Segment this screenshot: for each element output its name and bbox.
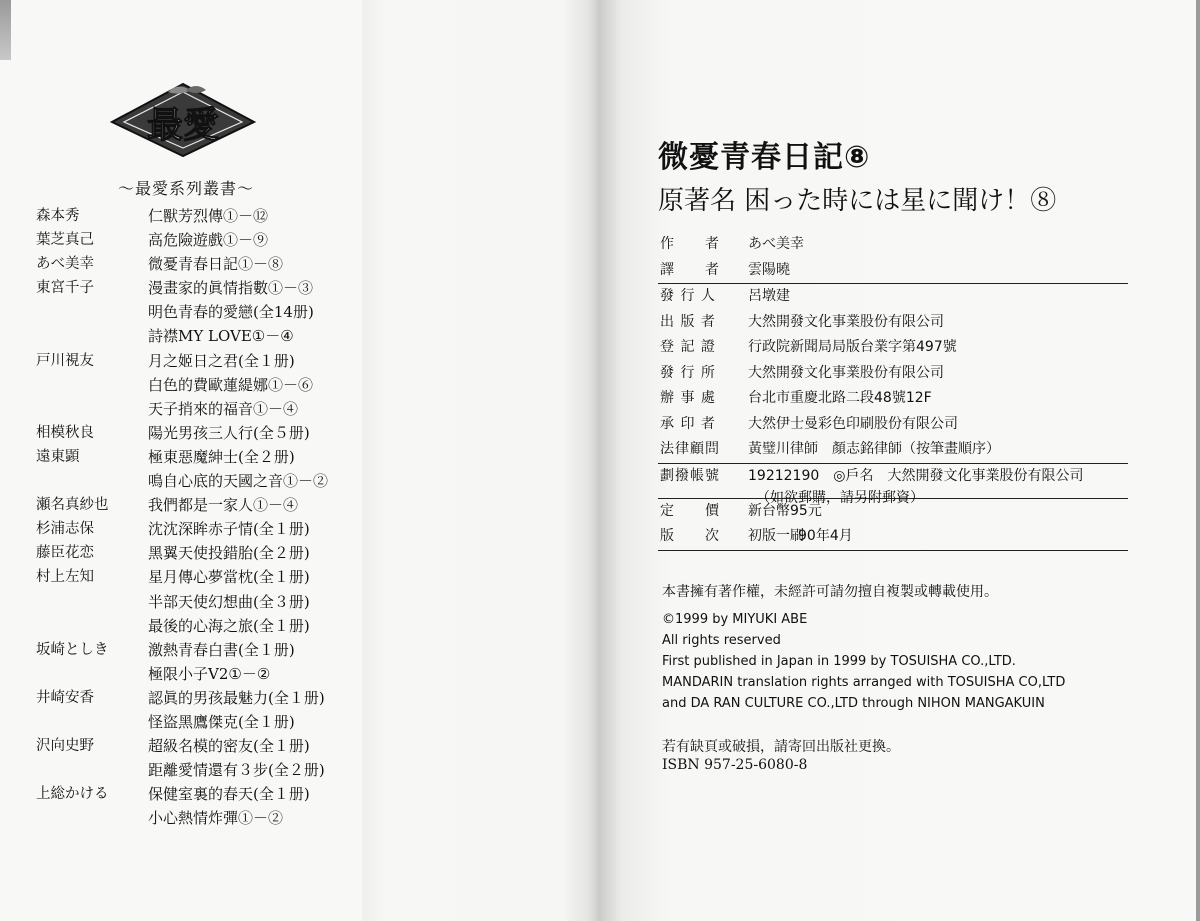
series-title: 微憂青春日記①－⑧: [148, 255, 284, 274]
credit-row: [658, 464, 1128, 506]
credit-subnote: （如欲郵購，請另附郵資）: [756, 489, 924, 506]
series-author: 森本秀: [36, 208, 80, 224]
blank-page: [362, 0, 598, 921]
series-author: 瀬名真紗也: [36, 497, 109, 514]
list-item: [36, 349, 356, 373]
book-title: 微憂青春日記⑧: [658, 140, 871, 175]
list-item: [36, 445, 356, 469]
series-title: 黑翼天使投錯胎(全２册): [148, 544, 310, 563]
credit-row: [658, 386, 1128, 412]
copyright-line: and DA RAN CULTURE CO.,LTD through NIHON MANGAKUIN: [662, 696, 1045, 711]
credit-label: 承 印 者: [660, 415, 716, 432]
credit-row: [658, 437, 1128, 464]
series-author: 葉芝真己: [36, 232, 94, 249]
list-item: [36, 421, 356, 445]
series-title: 高危險遊戲①－⑨: [148, 231, 269, 250]
list-item: [36, 758, 356, 782]
credit-row: [658, 335, 1128, 361]
series-author: 相模秋良: [36, 424, 94, 441]
series-logo: [108, 80, 258, 160]
copyright-block: [662, 582, 1182, 714]
right-page: [598, 0, 1200, 921]
series-author: あべ美幸: [36, 256, 94, 273]
list-item: [36, 565, 356, 589]
list-item: [36, 397, 356, 421]
list-item: [36, 686, 356, 710]
credit-value: 行政院新聞局局版台業字第497號: [748, 339, 957, 355]
credit-label: 發 行 所: [660, 364, 716, 381]
series-title: 陽光男孩三人行(全５册): [148, 423, 310, 442]
isbn: ISBN 957-25-6080-8: [662, 757, 808, 773]
list-item: [36, 541, 356, 565]
credit-row: [658, 284, 1128, 310]
series-list: [36, 204, 356, 830]
series-title: 天子捎來的福音①－④: [148, 399, 299, 418]
credit-label: 版 次: [660, 528, 720, 544]
list-item: [36, 614, 356, 638]
copyright-line: All rights reserved: [662, 633, 781, 648]
list-item: [36, 806, 356, 830]
series-title: 距離愛情還有３步(全２册): [148, 761, 325, 780]
credit-label: 出 版 者: [660, 313, 716, 330]
series-author: 坂崎としき: [36, 641, 109, 658]
list-item: [36, 276, 356, 300]
credit-row: [658, 258, 1128, 285]
series-title: 沈沈深眸赤子情(全１册): [148, 520, 310, 539]
returns-notice: 若有缺頁或破損，請寄回出版社更換。: [662, 739, 900, 755]
list-item: [36, 590, 356, 614]
list-item: [36, 373, 356, 397]
credit-value: 初版一刷: [748, 528, 804, 544]
copyright-line: ©1999 by MIYUKI ABE: [662, 612, 808, 627]
list-item: [36, 638, 356, 662]
list-item: [36, 662, 356, 686]
list-item: [36, 252, 356, 276]
credit-value: 大然開發文化事業股份有限公司: [748, 364, 944, 381]
series-author: 杉浦志保: [36, 521, 94, 538]
series-title: 詩襟MY LOVE①－④: [148, 327, 294, 346]
list-item: [36, 228, 356, 252]
credit-label: 譯 者: [660, 261, 720, 278]
series-author: 村上左知: [36, 569, 94, 586]
credit-row: [658, 232, 1128, 258]
series-author: 上総かける: [36, 786, 109, 803]
list-item: [36, 493, 356, 517]
series-title: 月之姬日之君(全１册): [148, 351, 295, 370]
series-author: 戸川視友: [36, 352, 94, 369]
copyright-notice: 本書擁有著作權，未經許可請勿擅自複製或轉載使用。: [662, 584, 998, 600]
series-title: 激熱青春白書(全１册): [148, 640, 295, 659]
series-title: 明色青春的愛戀(全14册): [148, 303, 314, 322]
credit-value: 新台幣95元: [748, 502, 822, 519]
series-title: 最後的心海之旅(全１册): [148, 616, 310, 635]
copyright-lines: [662, 609, 1182, 714]
diamond-logo-icon: [108, 80, 258, 160]
credit-label: 登 記 證: [660, 339, 716, 355]
series-title: 半部天使幻想曲(全３册): [148, 592, 310, 611]
credit-row: [658, 412, 1128, 438]
series-title: 極限小子V2①－②: [148, 664, 271, 683]
credit-value: 呂墩建: [748, 288, 790, 304]
series-author: 井崎安香: [36, 689, 94, 706]
series-title: 認眞的男孩最魅力(全１册): [148, 688, 325, 707]
credit-row: [658, 499, 1128, 525]
credit-label: 作 者: [660, 236, 720, 252]
logo-text: 最愛: [146, 104, 220, 146]
credit-value: あべ美幸: [748, 236, 804, 252]
series-author: 東宮千子: [36, 280, 94, 297]
credit-row: [658, 361, 1128, 387]
list-item: [36, 300, 356, 324]
series-title: 星月傳心夢當枕(全１册): [148, 568, 310, 587]
credit-label: 定 價: [660, 502, 720, 519]
series-title: 漫畫家的眞情指數①－③: [148, 279, 314, 298]
credit-row: [658, 310, 1128, 336]
series-title: 白色的費歐蓮緹娜①－⑥: [148, 375, 314, 394]
credit-label: 發 行 人: [660, 288, 716, 304]
list-item: [36, 710, 356, 734]
list-item: [36, 469, 356, 493]
page-edge-shadow: [1196, 0, 1200, 921]
left-page: [0, 0, 362, 921]
credit-value: 雲陽曉: [748, 261, 790, 278]
credit-value: 台北市重慶北路二段48號12F: [748, 390, 932, 406]
series-title: 極東惡魔紳士(全２册): [148, 447, 295, 466]
credit-value: 19212190 ◎戶名 大然開發文化事業股份有限公司: [748, 467, 1084, 484]
series-title: 我們都是一家人①－④: [148, 496, 299, 515]
series-title: 保健室裏的春天(全１册): [148, 785, 310, 804]
series-author: 沢向史野: [36, 738, 94, 755]
series-title: 仁獸芳烈傳①－⑫: [148, 207, 269, 225]
credit-row: [658, 524, 1128, 551]
credit-label: 法律顧問: [660, 441, 720, 457]
credit-value-secondary: 90年4月: [798, 528, 853, 544]
list-item: [36, 324, 356, 348]
list-item: [36, 204, 356, 228]
list-item: [36, 782, 356, 806]
credit-label: 劃撥帳號: [660, 467, 720, 484]
copyright-line: First published in Japan in 1999 by TOSUISHA CO.,LTD.: [662, 654, 1016, 669]
credits-table: [658, 232, 1128, 551]
original-title: 原著名 困った時には星に聞け！⑧: [658, 186, 1057, 216]
series-title: 超級名模的密友(全１册): [148, 737, 310, 756]
series-title: 鳴自心底的天國之音①－②: [148, 472, 329, 491]
page-edge-mark: [0, 0, 11, 60]
list-item: [36, 517, 356, 541]
series-author: 遠東顕: [36, 448, 80, 465]
series-heading: ～最愛系列叢書～: [117, 179, 254, 198]
series-author: 藤臣花恋: [36, 545, 94, 562]
list-item: [36, 734, 356, 758]
credit-value: 大然開發文化事業股份有限公司: [748, 313, 944, 330]
credit-label: 辦 事 處: [660, 390, 716, 406]
credit-value: 黃璧川律師 顏志銘律師（按筆畫順序）: [748, 441, 1000, 457]
series-title: 小心熱情炸彈①－②: [148, 809, 284, 828]
credit-value: 大然伊士曼彩色印刷股份有限公司: [748, 415, 958, 432]
copyright-line: MANDARIN translation rights arranged with TOSUISHA CO,LTD: [662, 675, 1066, 690]
series-title: 怪盜黑鷹傑克(全１册): [148, 712, 295, 731]
